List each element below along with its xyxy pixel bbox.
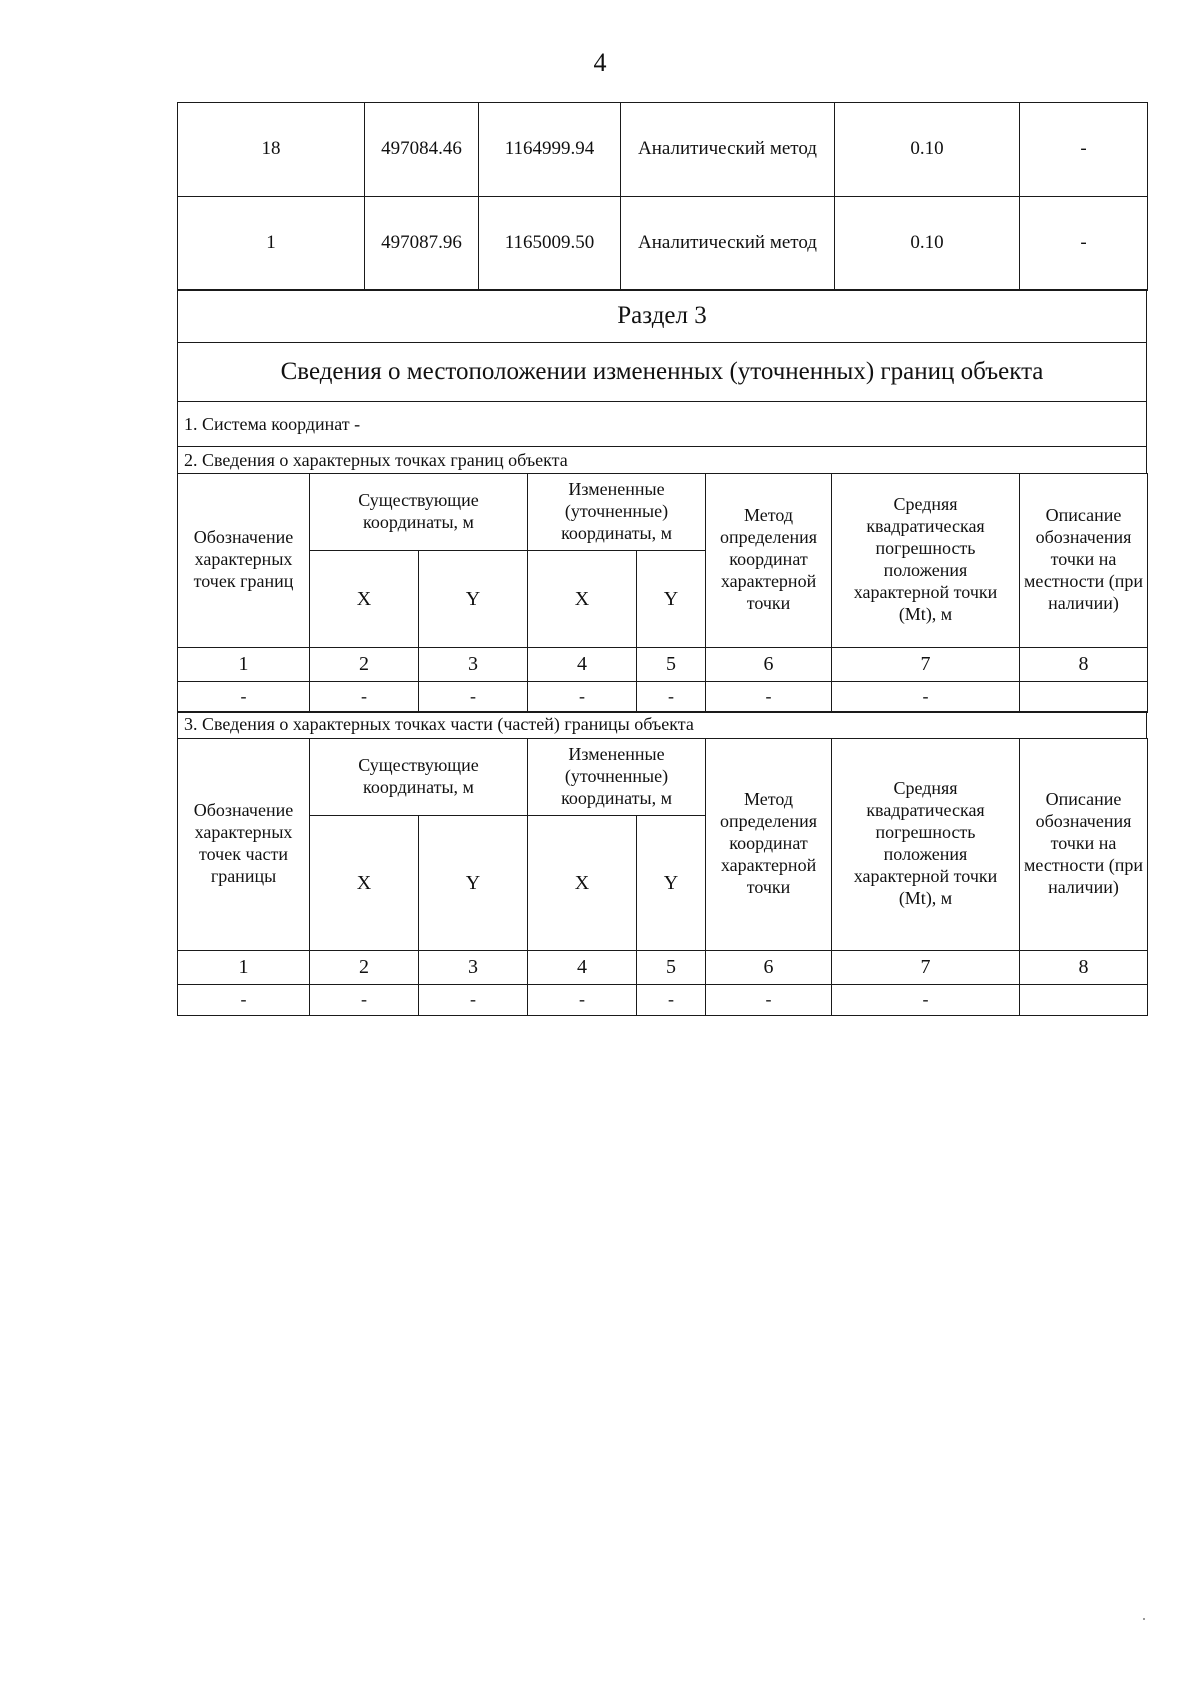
column-number: 3 (419, 950, 528, 984)
table-row (178, 984, 1148, 1015)
column-number: 8 (1020, 950, 1148, 984)
description-cell: - (1020, 197, 1148, 291)
boundary-part-points-table (177, 738, 1148, 1016)
y-cell: 1165009.50 (479, 197, 621, 291)
empty-value: - (528, 681, 637, 712)
empty-value: - (419, 681, 528, 712)
method-header: Метод определения координат характерной точки (706, 738, 832, 950)
empty-value (1020, 681, 1148, 712)
point-cell: 1 (178, 197, 365, 291)
empty-value: - (310, 984, 419, 1015)
column-number: 2 (310, 647, 419, 681)
changed-x-header: X (528, 815, 637, 950)
boundary-points-table (177, 473, 1148, 713)
empty-value: - (310, 681, 419, 712)
point-cell: 18 (178, 103, 365, 197)
accuracy-cell: 0.10 (835, 197, 1020, 291)
changed-coords-header: Измененные (уточненные) координаты, м (528, 738, 706, 815)
changed-y-header: Y (637, 550, 706, 647)
empty-value: - (528, 984, 637, 1015)
method-cell: Аналитический метод (621, 103, 835, 197)
accuracy-header: Средняя квадратическая погрешность положения характерной точки (Mt), м (832, 738, 1020, 950)
table-row (178, 103, 1148, 197)
existing-y-header: Y (419, 550, 528, 647)
x-cell: 497087.96 (365, 197, 479, 291)
empty-value: - (637, 681, 706, 712)
continued-coordinates-table (177, 102, 1148, 291)
column-number: 2 (310, 950, 419, 984)
document-sheet (177, 102, 1147, 1016)
column-number: 1 (178, 647, 310, 681)
empty-value: - (832, 681, 1020, 712)
empty-value: - (419, 984, 528, 1015)
section-subtitle: Сведения о местоположении измененных (уточненных) границ объекта (178, 343, 1147, 402)
empty-value: - (706, 681, 832, 712)
table3-caption-table (177, 711, 1147, 739)
column-numbers-row (178, 950, 1148, 984)
column-numbers-row (178, 647, 1148, 681)
accuracy-cell: 0.10 (835, 103, 1020, 197)
column-number: 3 (419, 647, 528, 681)
designation-header: Обозначение характерных точек границ (178, 473, 310, 647)
description-header: Описание обозначения точки на местности (при наличии) (1020, 738, 1148, 950)
empty-value: - (178, 681, 310, 712)
table-row (178, 197, 1148, 291)
y-cell: 1164999.94 (479, 103, 621, 197)
changed-coords-header: Измененные (уточненные) координаты, м (528, 473, 706, 550)
column-number: 6 (706, 950, 832, 984)
table3-caption: 3. Сведения о характерных точках части (частей) границы объекта (178, 712, 1147, 739)
method-cell: Аналитический метод (621, 197, 835, 291)
column-number: 1 (178, 950, 310, 984)
empty-value: - (178, 984, 310, 1015)
x-cell: 497084.46 (365, 103, 479, 197)
description-header: Описание обозначения точки на местности (при наличии) (1020, 473, 1148, 647)
existing-x-header: X (310, 815, 419, 950)
coordinate-system-row: 1. Система координат - (178, 402, 1147, 447)
changed-x-header: X (528, 550, 637, 647)
page-number: 4 (593, 48, 607, 77)
table2-caption: 2. Сведения о характерных точках границ объекта (178, 447, 1147, 474)
existing-y-header: Y (419, 815, 528, 950)
column-number: 6 (706, 647, 832, 681)
existing-coords-header: Существующие координаты, м (310, 738, 528, 815)
empty-value: - (832, 984, 1020, 1015)
empty-value: - (706, 984, 832, 1015)
section-header-table (177, 289, 1147, 474)
changed-y-header: Y (637, 815, 706, 950)
method-header: Метод определения координат характерной точки (706, 473, 832, 647)
section-title: Раздел 3 (178, 290, 1147, 343)
column-number: 7 (832, 647, 1020, 681)
column-number: 4 (528, 950, 637, 984)
empty-value (1020, 984, 1148, 1015)
column-number: 8 (1020, 647, 1148, 681)
column-number: 5 (637, 950, 706, 984)
description-cell: - (1020, 103, 1148, 197)
table-row (178, 681, 1148, 712)
existing-x-header: X (310, 550, 419, 647)
column-number: 7 (832, 950, 1020, 984)
accuracy-header: Средняя квадратическая погрешность положения характерной точки (Mt), м (832, 473, 1020, 647)
scan-speck (1143, 1618, 1145, 1620)
column-number: 5 (637, 647, 706, 681)
column-number: 4 (528, 647, 637, 681)
empty-value: - (637, 984, 706, 1015)
existing-coords-header: Существующие координаты, м (310, 473, 528, 550)
designation-header: Обозначение характерных точек части границы (178, 738, 310, 950)
